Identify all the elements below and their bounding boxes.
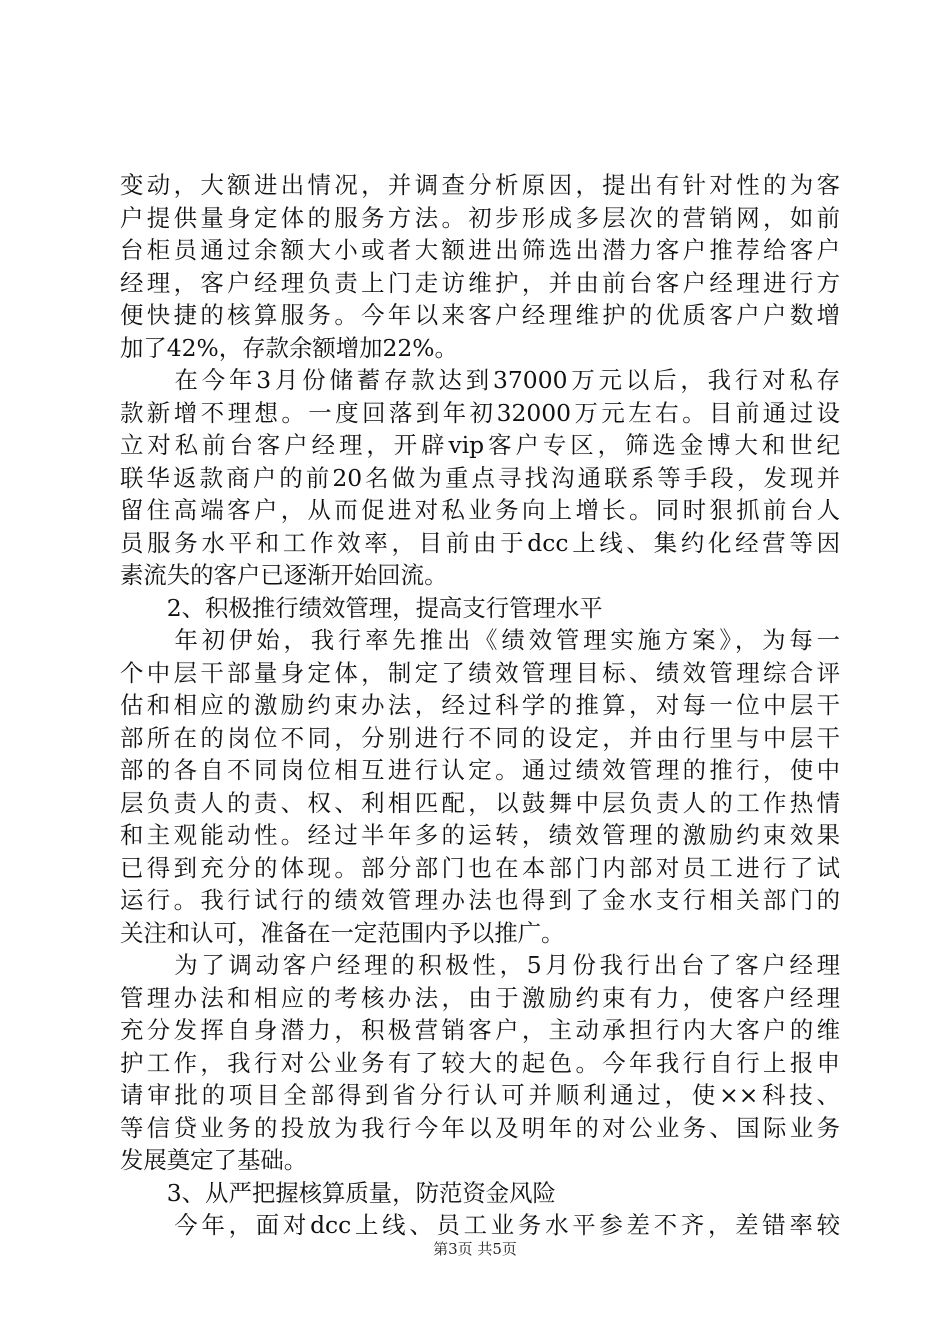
section-heading: 3、从严把握核算质量，防范资金风险 [120,1178,556,1207]
text-line: 发展奠定了基础。 [120,1146,308,1174]
text-line: 估和相应的激励约束办法，经过科学的推算，对每一位中层干 [120,691,840,719]
text-line: 素流失的客户已逐渐开始回流。 [120,561,448,589]
text-line: 员服务水平和工作效率，目前由于dcc上线、集约化经营等因 [120,528,840,557]
text-line: 今年，面对dcc上线、员工业务水平参差不齐，差错率较 [120,1211,840,1239]
body-text [120,169,840,1242]
text-line: 个中层干部量身定体，制定了绩效管理目标、绩效管理综合评 [120,658,840,687]
text-line: 部所在的岗位不同，分别进行不同的设定，并由行里与中层干 [120,723,840,752]
text-line: 层负责人的责、权、利相匹配，以鼓舞中层负责人的工作热情 [120,788,840,817]
text-line: 联华返款商户的前20名做为重点寻找沟通联系等手段，发现并 [120,463,840,492]
text-line: 已得到充分的体现。部分部门也在本部门内部对员工进行了试 [120,853,840,882]
text-line: 经理，客户经理负责上门走访维护，并由前台客户经理进行方 [120,268,840,297]
text-line: 护工作，我行对公业务有了较大的起色。今年我行自行上报申 [120,1048,840,1077]
text-line: 款新增不理想。一度回落到年初32000万元左右。目前通过设 [120,398,840,427]
text-line: 管理办法和相应的考核办法，由于激励约束有力，使客户经理 [120,983,840,1012]
text-line: 加了42%，存款余额增加22%。 [120,333,458,362]
text-line: 年初伊始，我行率先推出《绩效管理实施方案》，为每一 [120,626,840,654]
text-line: 留住高端客户，从而促进对私业务向上增长。同时狠抓前台人 [120,496,840,524]
text-line: 部的各自不同岗位相互进行认定。通过绩效管理的推行，使中 [120,756,840,784]
page-footer: 第3页 共5页 [433,1240,517,1258]
text-line: 立对私前台客户经理，开辟vip客户专区，筛选金博大和世纪 [120,431,840,459]
text-line: 变动，大额进出情况，并调查分析原因，提出有针对性的为客 [120,171,840,199]
text-line: 为了调动客户经理的积极性，5月份我行出台了客户经理 [120,951,840,979]
section-heading: 2、积极推行绩效管理，提高支行管理水平 [120,593,603,622]
text-line: 等信贷业务的投放为我行今年以及明年的对公业务、国际业务 [120,1113,840,1142]
text-line: 便快捷的核算服务。今年以来客户经理维护的优质客户户数增 [120,301,840,329]
text-line: 运行。我行试行的绩效管理办法也得到了金水支行相关部门的 [120,886,840,914]
text-line: 在今年3月份储蓄存款达到37000万元以后，我行对私存 [120,366,840,394]
text-line: 关注和认可，准备在一定范围内予以推广。 [120,918,565,947]
text-line: 充分发挥自身潜力，积极营销客户，主动承担行内大客户的维 [120,1016,840,1044]
text-line: 台柜员通过余额大小或者大额进出筛选出潜力客户推荐给客户 [120,236,840,264]
text-line: 请审批的项目全部得到省分行认可并顺利通过，使××科技、 [120,1081,840,1109]
text-line: 户提供量身定体的服务方法。初步形成多层次的营销网，如前 [120,203,840,232]
text-line: 和主观能动性。经过半年多的运转，绩效管理的激励约束效果 [120,821,840,849]
